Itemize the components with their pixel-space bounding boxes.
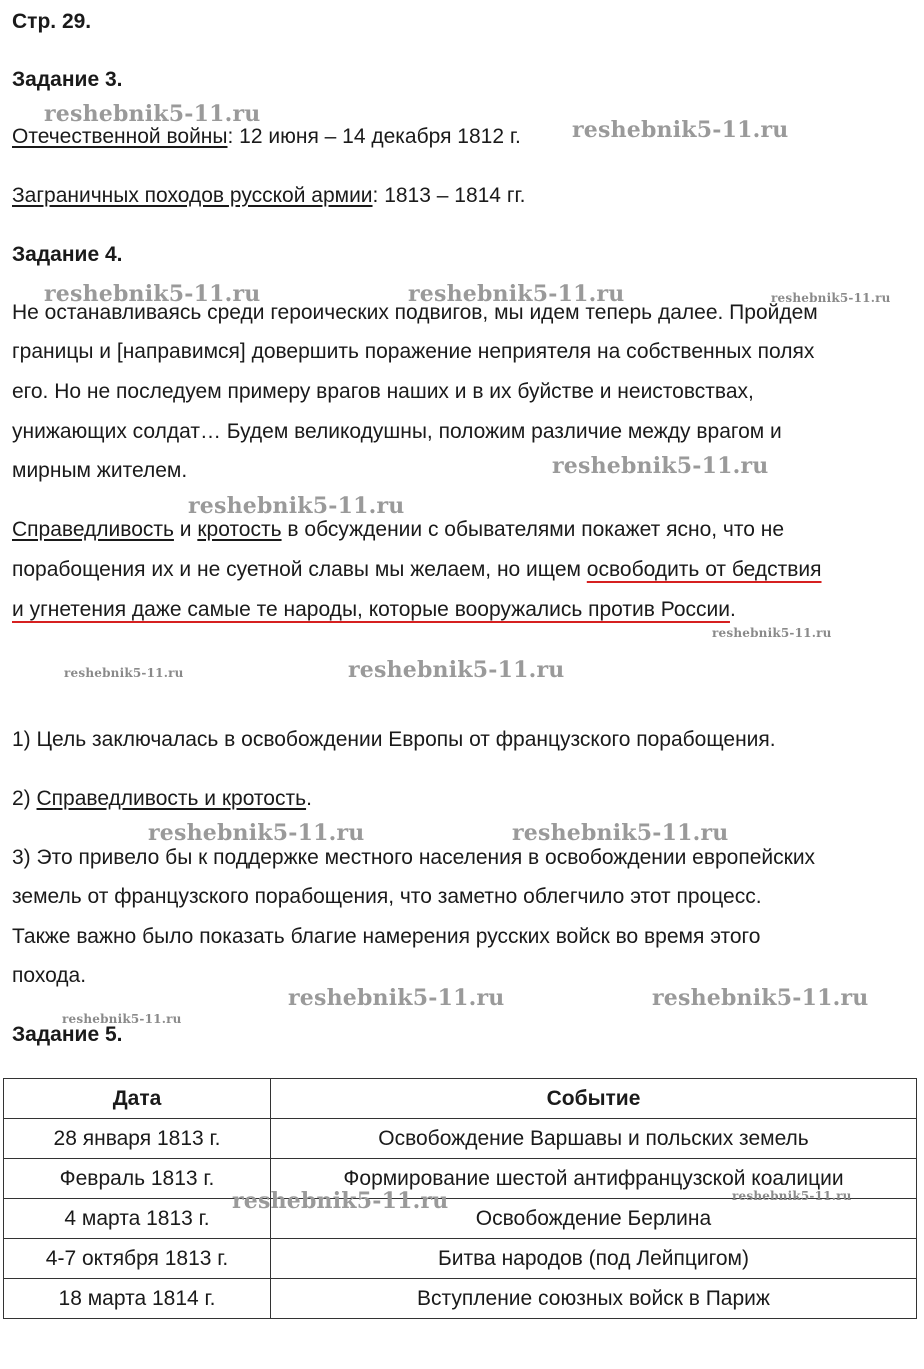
cell-event: Освобождение Берлина bbox=[271, 1199, 917, 1239]
quote-line: унижающих солдат… Будем великодушны, положим различие между врагом и bbox=[12, 420, 782, 443]
header-date: Дата bbox=[4, 1079, 271, 1119]
cell-event: Битва народов (под Лейпцигом) bbox=[271, 1239, 917, 1279]
highlight-liberate: освободить от бедствия bbox=[586, 558, 822, 581]
watermark: reshebnik5-11.ru bbox=[652, 985, 869, 1011]
cell-event: Вступление союзных войск в Париж bbox=[271, 1279, 917, 1319]
answer-3-line: земель от французского порабощения, что заметно облегчило этот процесс. bbox=[12, 885, 762, 908]
table-row bbox=[4, 1279, 917, 1319]
watermark: reshebnik5-11.ru bbox=[44, 101, 261, 127]
quote-line: границы и [направимся] довершить поражение неприятеля на собственных полях bbox=[12, 340, 815, 363]
watermark: reshebnik5-11.ru bbox=[572, 117, 789, 143]
quote2-text: в обсуждении с обывателями покажет ясно, что не bbox=[281, 518, 785, 541]
task3-line1-dates: : 12 июня – 14 декабря 1812 г. bbox=[227, 125, 521, 148]
table-header-row bbox=[4, 1079, 917, 1119]
cell-event: Освобождение Варшавы и польских земель bbox=[271, 1119, 917, 1159]
watermark: reshebnik5-11.ru bbox=[348, 657, 565, 683]
answer-3-line: 3) Это привело бы к поддержке местного населения в освобождении европейских bbox=[12, 846, 816, 869]
quote2-text: порабощения их и не суетной славы мы желаем, но ищем bbox=[12, 558, 587, 581]
header-event: Событие bbox=[271, 1079, 917, 1119]
watermark: reshebnik5-11.ru bbox=[148, 820, 365, 846]
quote2-end: . bbox=[729, 598, 736, 621]
answer-2-num: 2) bbox=[12, 787, 37, 810]
watermark: reshebnik5-11.ru bbox=[712, 626, 832, 640]
watermark: reshebnik5-11.ru bbox=[552, 453, 769, 479]
watermark: reshebnik5-11.ru bbox=[64, 666, 184, 680]
cell-date: 4 марта 1813 г. bbox=[4, 1199, 271, 1239]
term-foreign-campaigns: Заграничных походов русской армии bbox=[12, 184, 373, 207]
cell-date: 4-7 октября 1813 г. bbox=[4, 1239, 271, 1279]
quote2-line3 bbox=[12, 590, 736, 629]
answer-3-line: похода. bbox=[12, 964, 87, 987]
watermark: reshebnik5-11.ru bbox=[188, 493, 405, 519]
watermark: reshebnik5-11.ru bbox=[408, 281, 625, 307]
task3-line2 bbox=[12, 176, 525, 215]
answer-2-term: Справедливость и кротость bbox=[36, 787, 307, 810]
watermark: reshebnik5-11.ru bbox=[62, 1012, 182, 1026]
cell-date: Февраль 1813 г. bbox=[4, 1159, 271, 1199]
task4-title: Задание 4. bbox=[12, 243, 123, 266]
conjunction: и bbox=[173, 518, 198, 541]
cell-event: Формирование шестой антифранцузской коалиции bbox=[271, 1159, 917, 1199]
cell-date: 18 марта 1814 г. bbox=[4, 1279, 271, 1319]
answer-2-end: . bbox=[306, 787, 312, 810]
page-label: Стр. 29. bbox=[12, 10, 92, 33]
quote2-line2 bbox=[12, 550, 822, 589]
quote-line: мирным жителем. bbox=[12, 459, 188, 482]
quote-line: Не останавливаясь среди героических подвигов, мы идем теперь далее. Пройдем bbox=[12, 301, 818, 324]
term-patriotic-war: Отечественной войны bbox=[12, 125, 228, 148]
watermark: reshebnik5-11.ru bbox=[732, 1189, 852, 1203]
cell-date: 28 января 1813 г. bbox=[4, 1119, 271, 1159]
task3-title: Задание 3. bbox=[12, 68, 123, 91]
watermark: reshebnik5-11.ru bbox=[44, 281, 261, 307]
task5-title: Задание 5. bbox=[12, 1023, 123, 1046]
task3-line2-dates: : 1813 – 1814 гг. bbox=[372, 184, 526, 207]
watermark: reshebnik5-11.ru bbox=[232, 1188, 449, 1214]
answer-3-line: Также важно было показать благие намерения русских войск во время этого bbox=[12, 925, 761, 948]
watermark: reshebnik5-11.ru bbox=[512, 820, 729, 846]
answer-2 bbox=[12, 779, 312, 818]
answer-1: 1) Цель заключалась в освобождении Европы от французского порабощения. bbox=[12, 728, 776, 751]
table-row bbox=[4, 1239, 917, 1279]
highlight-liberate-cont: и угнетения даже самые те народы, которые вооружались против России bbox=[12, 598, 730, 621]
term-meekness: кротость bbox=[197, 518, 282, 541]
table-row bbox=[4, 1119, 917, 1159]
watermark: reshebnik5-11.ru bbox=[771, 291, 891, 305]
table-row bbox=[4, 1199, 917, 1239]
term-justice: Справедливость bbox=[12, 518, 174, 541]
watermark: reshebnik5-11.ru bbox=[288, 985, 505, 1011]
quote-line: его. Но не последуем примеру врагов наших и в их буйстве и неистовствах, bbox=[12, 380, 754, 403]
